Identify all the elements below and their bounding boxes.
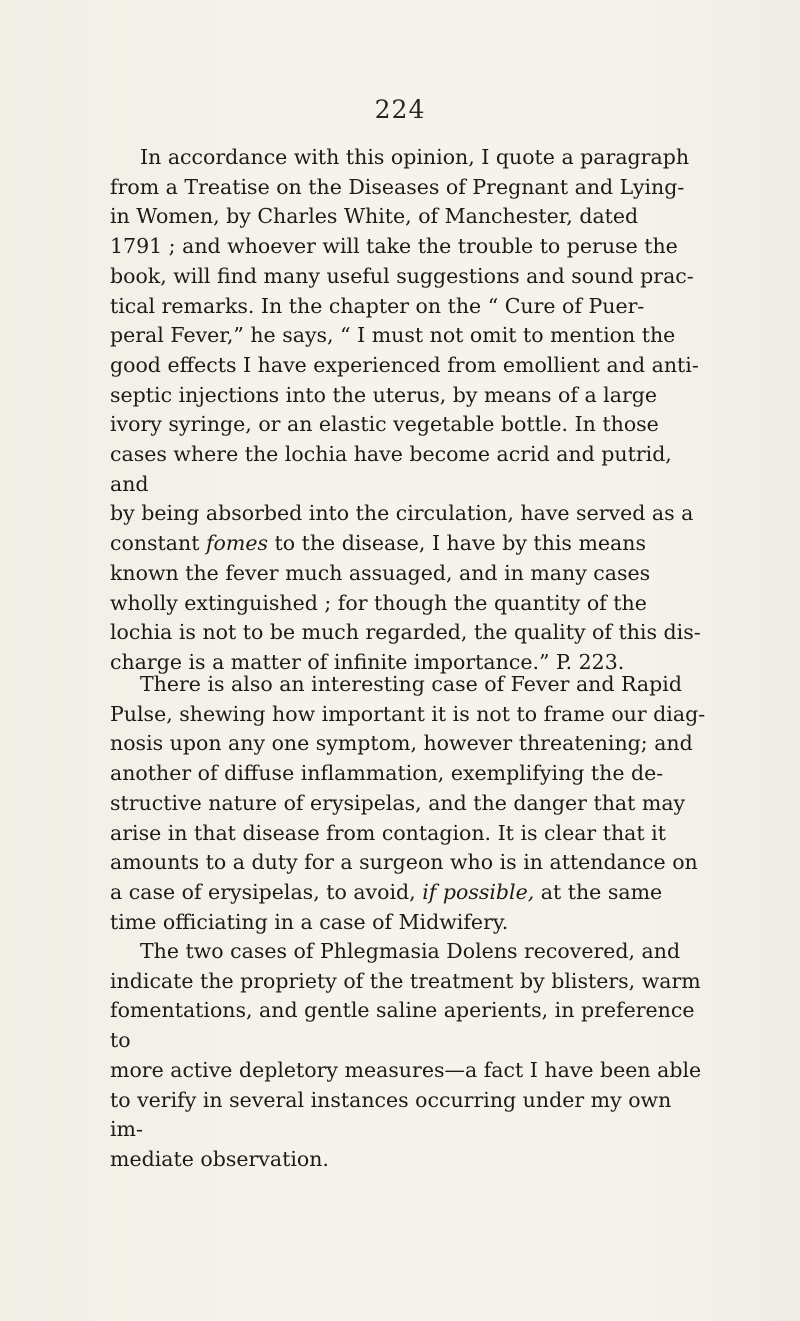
- paragraph-phlegmasia-dolens: [110, 937, 710, 1175]
- italic-term-fomes: fomes: [205, 531, 268, 556]
- paragraph-2-part-a: There is also an interesting case of Fever and Rapid Pulse, shewing how important it is not to frame our diag- nosis upon any one symptom, however threatening; and another of diffuse inflammation, exemplifying the de- structive nature of erysipelas, and the danger that may arise in that disease from contagion. It is clear that it amounts to a duty for a surgeon who is in attendance on a case of erysipelas, to avoid,: [110, 672, 706, 904]
- paragraph-1-part-b: to the disease, I have by this means known the fever much assuaged, and in many cases wholly extinguished ; for though the quantity of the lochia is not to be much regarded, the quality of this dis- charge is a matter of infinite importance.” P. 223.: [110, 531, 701, 674]
- paragraph-3-text: The two cases of Phlegmasia Dolens recovered, and indicate the propriety of the treatment by blisters, warm fomentations, and gentle saline aperients, in preference to more active depletory measures—a fact I have been able to verify in several instances occurring under my own im- mediate observation.: [110, 939, 702, 1171]
- paragraph-quote-white-treatise: [110, 143, 710, 678]
- paragraph-fever-and-rapid-pulse: [110, 670, 710, 937]
- paragraph-1-part-a: In accordance with this opinion, I quote a paragraph from a Treatise on the Diseases of Pregnant and Lying- in Women, by Charles White, of Manchester, dated 1791 ; and whoever will take the trouble to peruse the book, will find many useful suggestions and sound prac- tical remarks. In the chapter on the “ Cure of Puer- peral Fever,” he says, “ I must not omit to mention the good effects I have experienced from emollient and anti- septic injections into the uterus, by means of a large ivory syringe, or an elastic vegetable bottle. In those cases where the lochia have become acrid and putrid, and by being absorbed into the circulation, have served as a constant: [110, 145, 699, 556]
- paragraph-1-text: [110, 143, 710, 678]
- paragraph-2-part-b: at the same time officiating in a case of Midwifery.: [110, 879, 663, 934]
- paragraph-2-text: [110, 670, 710, 937]
- italic-phrase-if-possible: if possible,: [422, 879, 535, 904]
- page-number: 224: [374, 95, 426, 124]
